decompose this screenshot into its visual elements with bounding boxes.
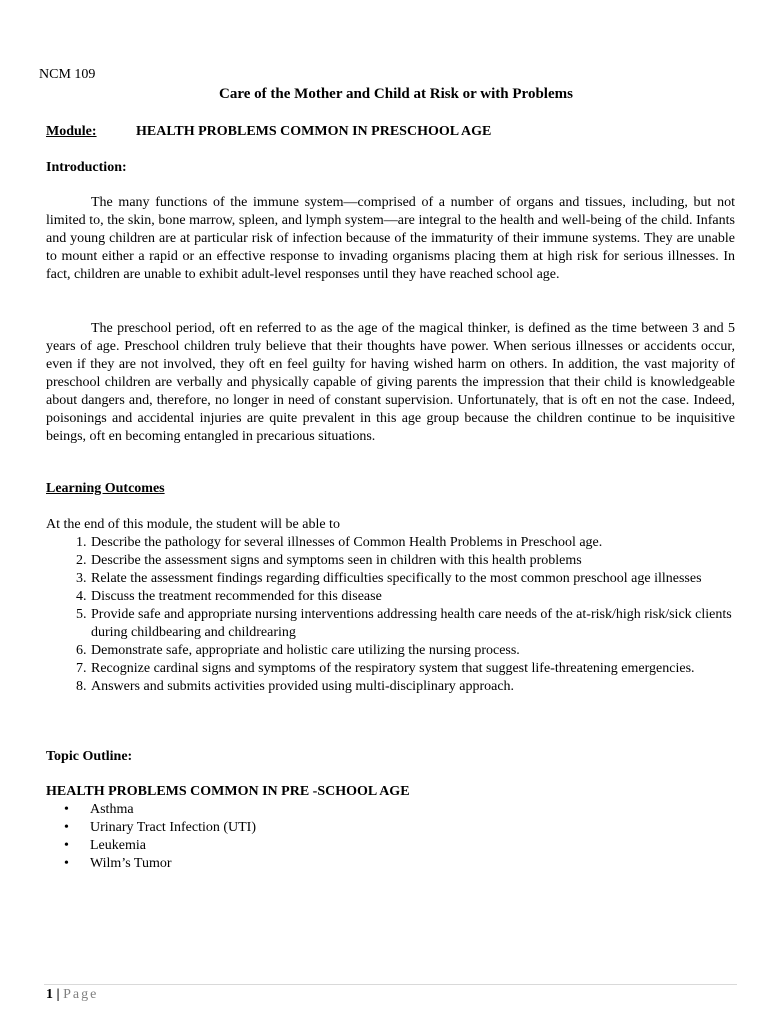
learning-outcomes-heading: Learning Outcomes xyxy=(46,481,165,496)
topic-label: Urinary Tract Infection (UTI) xyxy=(90,820,257,835)
intro-paragraph-2 xyxy=(46,320,735,446)
list-item: 1. Describe the pathology for several illnesses of Common Health Problems in Preschool age. xyxy=(90,534,768,552)
list-item: 3. Relate the assessment findings regarding difficulties specifically to the most common preschool age illnesses xyxy=(90,570,768,588)
list-item xyxy=(64,837,256,855)
bullet-icon: • xyxy=(64,820,69,835)
paragraph-text: The many functions of the immune system—comprised of a number of organs and tissues, including, but not limited to, the skin, bone marrow, spleen, and lymph system—are integral to the health and well-being of the child. Infants and young children are at particular risk of infection because of the immaturity of their immune systems. They are unable to mount either a rapid or an effective response to invading organisms placing them at high risk for serious illnesses. In fact, children are unable to exhibit adult-level responses until they have reached school age. xyxy=(46,195,735,282)
list-item: 7. Recognize cardinal signs and symptoms of the respiratory system that suggest life-threatening emergencies. xyxy=(90,660,768,678)
topic-list xyxy=(46,801,256,873)
topic-label: Asthma xyxy=(90,802,134,817)
paragraph-text: The preschool period, oft en referred to as the age of the magical thinker, is defined as the time between 3 and 5 years of age. Preschool children truly believe that their thoughts have power. When serious illnesses or accidents occur, even if they are not involved, they oft en feel guilty for having wished harm on others. In addition, the vast majority of preschool children are verbally and physically capable of giving parents the impression that their child is knowledgeable about dangers and, therefore, no longer in need of constant supervision. Unfortunately, that is oft en not the case. Indeed, poisonings and accidental injuries are quite prevalent in this age group because the children continue to be inquisitive beings, oft en becoming entangled in precarious situations. xyxy=(46,321,735,444)
bullet-icon: • xyxy=(64,856,69,871)
page-label: Page xyxy=(63,987,99,1002)
page-number: 1 xyxy=(46,987,53,1002)
learning-outcomes-list xyxy=(46,534,768,696)
topic-outline-heading: Topic Outline: xyxy=(46,749,133,764)
list-item xyxy=(64,819,257,837)
list-item xyxy=(64,801,256,819)
module-label: Module: xyxy=(46,124,97,139)
module-line xyxy=(46,123,491,141)
footer-divider xyxy=(44,984,737,985)
list-item: 2. Describe the assessment signs and symptoms seen in children with this health problems xyxy=(90,552,768,570)
list-item: 4. Discuss the treatment recommended for this disease xyxy=(90,588,768,606)
bullet-icon: • xyxy=(64,838,69,853)
module-name: HEALTH PROBLEMS COMMON IN PRESCHOOL AGE xyxy=(136,124,492,139)
document-title: Care of the Mother and Child at Risk or with Problems xyxy=(219,86,573,102)
page-footer xyxy=(46,986,98,1004)
page-separator: | xyxy=(53,987,64,1002)
list-item xyxy=(64,855,256,873)
list-item: 6. Demonstrate safe, appropriate and holistic care utilizing the nursing process. xyxy=(90,642,768,660)
bullet-icon: • xyxy=(64,802,69,817)
list-item: 5. Provide safe and appropriate nursing interventions addressing health care needs of the at-risk/high risk/sick clients during childbearing and childrearing xyxy=(90,606,768,642)
course-code: NCM 109 xyxy=(39,67,96,82)
learning-outcomes-intro: At the end of this module, the student will be able to xyxy=(46,517,340,532)
intro-paragraph-1 xyxy=(46,194,735,284)
introduction-heading: Introduction: xyxy=(46,160,127,175)
list-item: 8. Answers and submits activities provided using multi-disciplinary approach. xyxy=(90,678,768,696)
topic-outline-subheading: HEALTH PROBLEMS COMMON IN PRE -SCHOOL AGE xyxy=(46,784,410,799)
topic-label: Wilm’s Tumor xyxy=(90,856,172,871)
topic-label: Leukemia xyxy=(90,838,146,853)
